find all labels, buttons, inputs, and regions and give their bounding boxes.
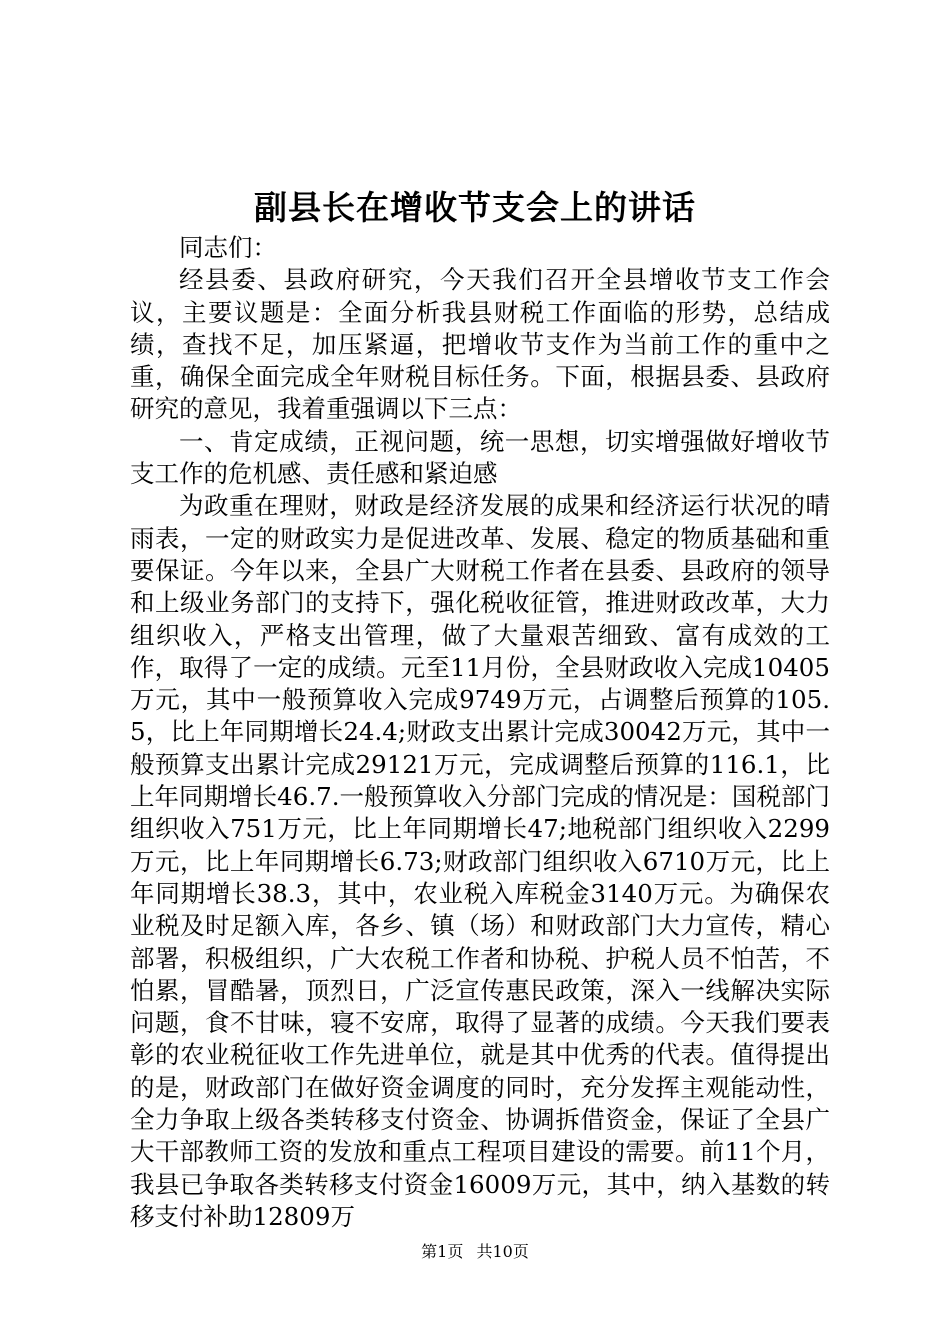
intro-paragraph: 经县委、县政府研究，今天我们召开全县增收节支工作会议，主要议题是：全面分析我县财税工作面临的形势，总结成绩，查找不足，加压紧逼，把增收节支作为当前工作的重中之重，确保全面完成全年财税目标任务。下面，根据县委、县政府研究的意见，我着重强调以下三点： (130, 265, 830, 424)
document-body (130, 232, 830, 1233)
page-number: 第1页 (421, 1242, 464, 1261)
section-heading-paragraph: 一、肯定成绩，正视问题，统一思想，切实增强做好增收节支工作的危机感、责任感和紧迫感 (130, 426, 830, 489)
document-title: 副县长在增收节支会上的讲话 (254, 188, 696, 227)
page-total: 共10页 (476, 1242, 529, 1261)
page-footer (0, 1240, 950, 1264)
body-paragraph: 为政重在理财，财政是经济发展的成果和经济运行状况的晴雨表，一定的财政实力是促进改革、发展、稳定的物质基础和重要保证。今年以来，全县广大财税工作者在县委、县政府的领导和上级业务部门的支持下，强化税收征管，推进财政改革，大力组织收入，严格支出管理，做了大量艰苦细致、富有成效的工作，取得了一定的成绩。元至11月份，全县财政收入完成10405万元，其中一般预算收入完成9749万元，占调整后预算的105.5，比上年同期增长24.4;财政支出累计完成30042万元，其中一般预算支出累计完成29121万元，完成调整后预算的116.1，比上年同期增长46.7.一般预算收入分部门完成的情况是：国税部门组织收入751万元，比上年同期增长47;地税部门组织收入2299万元，比上年同期增长6.73;财政部门组织收入6710万元，比上年同期增长38.3，其中，农业税入库税金3140万元。为确保农业税及时足额入库，各乡、镇（场）和财政部门大力宣传，精心部署，积极组织，广大农税工作者和协税、护税人员不怕苦，不怕累，冒酷暑，顶烈日，广泛宣传惠民政策，深入一线解决实际问题，食不甘味，寝不安席，取得了显著的成绩。今天我们要表彰的农业税征收工作先进单位，就是其中优秀的代表。值得提出的是，财政部门在做好资金调度的同时，充分发挥主观能动性，全力争取上级各类转移支付资金、协调拆借资金，保证了全县广大干部教师工资的发放和重点工程项目建设的需要。前11个月，我县已争取各类转移支付资金16009万元，其中，纳入基数的转移支付补助12809万 (130, 491, 830, 1231)
salutation-paragraph: 同志们： (179, 233, 277, 262)
